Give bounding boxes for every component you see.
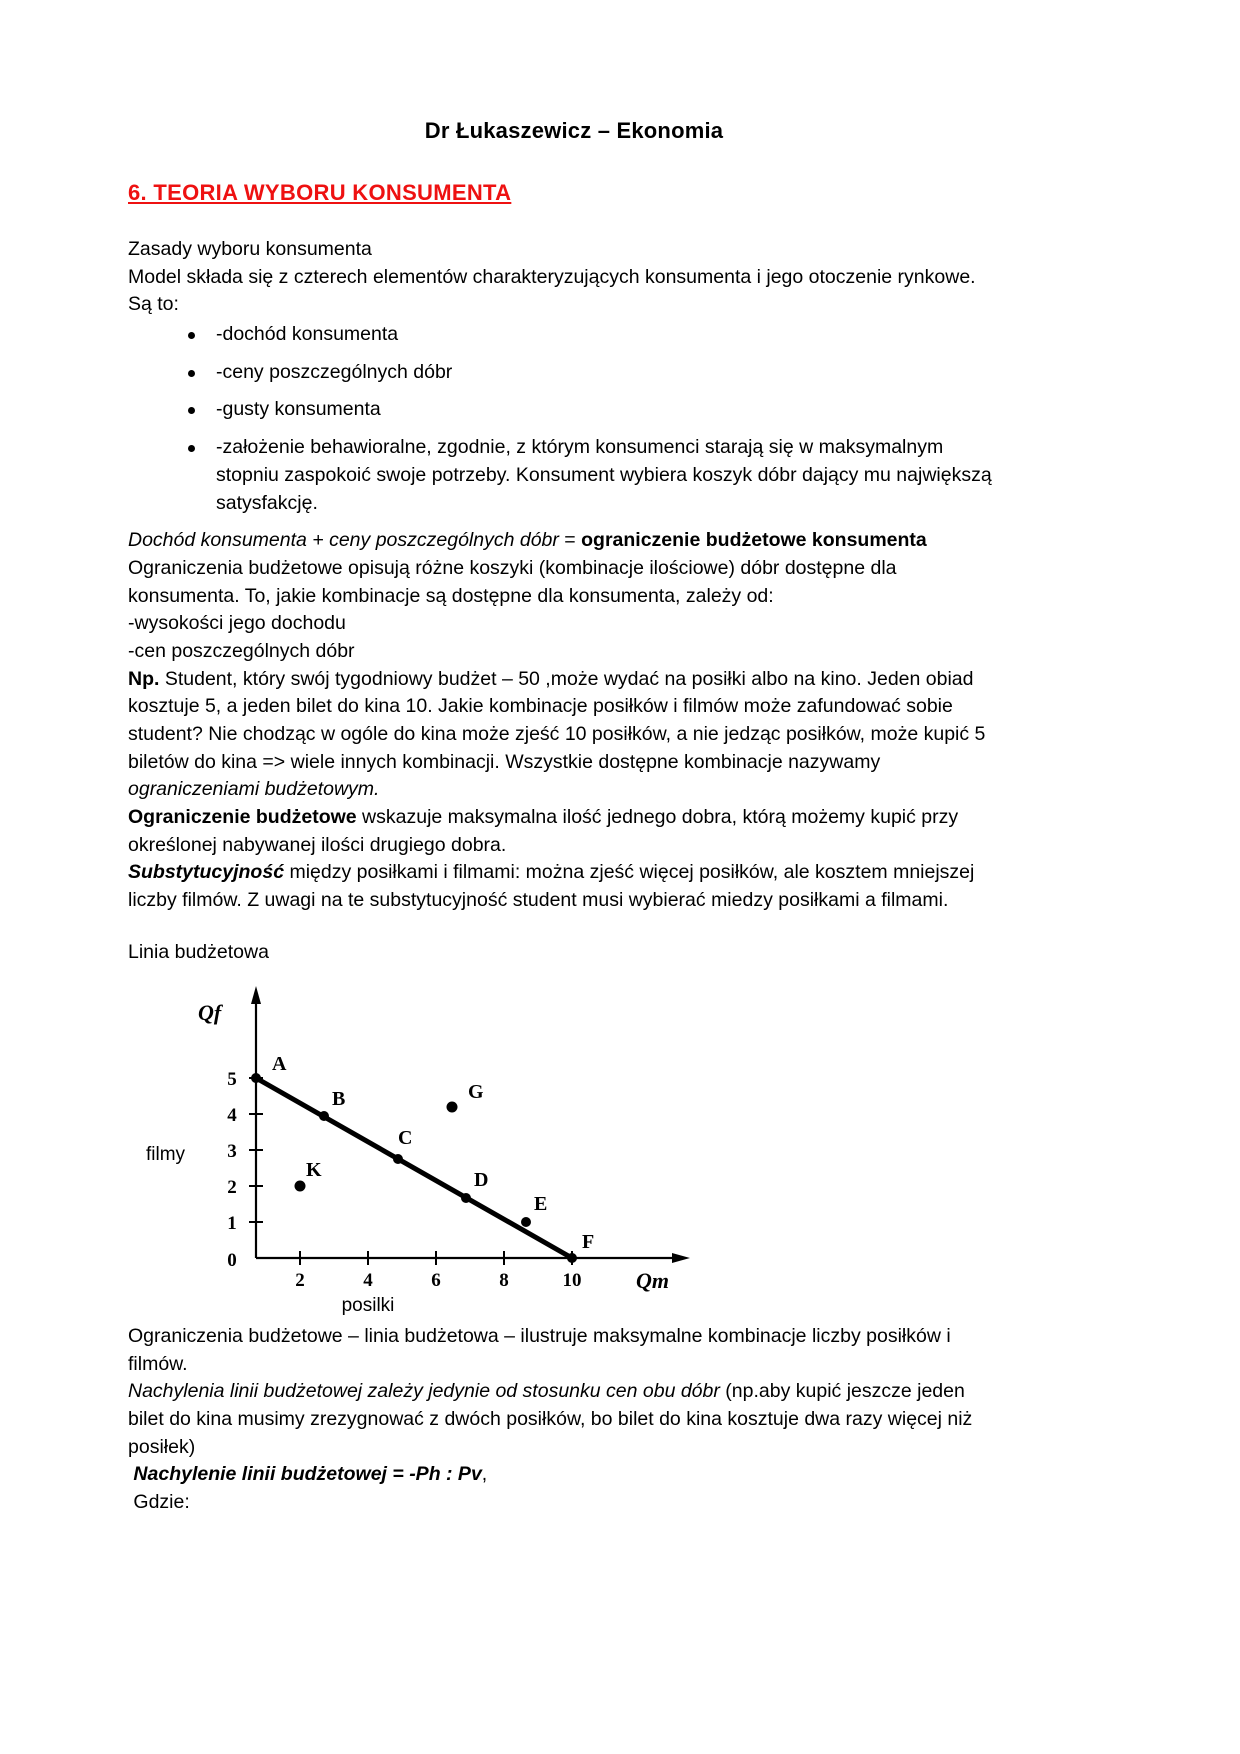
x-tick-label-6: 6	[431, 1269, 441, 1291]
budget-line-series	[256, 1078, 572, 1258]
where-label: Gdzie:	[133, 1490, 190, 1513]
point-label-g: G	[468, 1080, 484, 1103]
equation-equals: =	[558, 529, 582, 552]
list-item: -założenie behawioralne, zgodnie, z którym konsumenci starają się w maksymalnym stopniu zaspokoić swoje potrzeby. Konsument wybiera koszyk dóbr dający mu największą satysfakcję.	[188, 434, 1000, 517]
closing-italic-tail: (np.aby kupić jeszcze jeden bilet do kina musimy zrezygnować z dwóch posiłków, bo bilet do kina kosztuje dwa razy więcej niż posiłek)	[128, 1380, 973, 1458]
y-axis-symbol: Qf	[198, 999, 222, 1025]
closing-where	[128, 1489, 1000, 1517]
budget-condition-prices: -cen poszczególnych dóbr	[128, 639, 355, 662]
point-label-d: D	[474, 1168, 489, 1191]
x-tick-label-2: 2	[295, 1269, 305, 1291]
data-point-c	[393, 1154, 403, 1164]
x-axis-symbol: Qm	[636, 1267, 669, 1293]
page-title: Dr Łukaszewicz – Ekonomia	[424, 118, 724, 143]
y-tick-label-1: 1	[227, 1212, 237, 1234]
closing-paragraph-2	[128, 1378, 1000, 1461]
y-tick-label-5: 5	[227, 1068, 237, 1090]
chart-svg	[136, 970, 736, 1315]
example-label: Np.	[128, 667, 160, 690]
formula-tail: ,	[481, 1463, 488, 1486]
intro-paragraph: Model składa się z czterech elementów charakteryzujących konsumenta i jego otoczenie rynkowe. Są to:	[128, 265, 976, 316]
closing-section	[128, 1323, 1000, 1517]
list-item: -dochód konsumenta	[188, 321, 1000, 349]
closing-paragraph-1: Ograniczenia budżetowe – linia budżetowa – ilustruje maksymalne kombinacje liczby posiłków i filmów.	[128, 1324, 951, 1375]
data-point-g	[447, 1101, 458, 1112]
list-item: -ceny poszczególnych dóbr	[188, 359, 1000, 387]
example-text: Student, który swój tygodniowy budżet – 50 ,może wydać na posiłki albo na kino. Jeden obiad kosztuje 5, a jeden bilet do kina 10. Jakie kombinacje posiłków i filmów może zafundować sobie student? Nie chodząc w ogóle do kina może zjeść 10 posiłków, a nie jedząc posiłków, może kupić 5 biletów do kina => wiele innych kombinacji. Wszystkie dostępne kombinacje nazywamy	[128, 667, 986, 773]
model-elements-list	[128, 321, 1000, 517]
y-tick-label-2: 2	[227, 1176, 237, 1198]
budget-condition-income: -wysokości jego dochodu	[128, 612, 346, 635]
y-tick-label-3: 3	[227, 1140, 237, 1162]
point-label-e: E	[534, 1192, 548, 1215]
x-tick-label-4: 4	[363, 1269, 373, 1291]
substitution-paragraph	[128, 859, 1000, 914]
budget-paragraph: Ograniczenia budżetowe opisują różne koszyki (kombinacje ilościowe) dóbr dostępne dla konsumenta. To, jakie kombinacje są dostępne dla konsumenta, zależy od:	[128, 556, 897, 607]
x-tick-label-10: 10	[562, 1269, 582, 1291]
data-point-a	[251, 1073, 261, 1083]
intro-line: Zasady wyboru konsumenta	[128, 238, 372, 260]
x-tick-label-8: 8	[499, 1269, 509, 1291]
point-label-a: A	[272, 1052, 287, 1075]
data-point-d	[461, 1193, 471, 1203]
point-label-f: F	[582, 1230, 595, 1253]
equation-bold-part: ograniczenie budżetowe konsumenta	[581, 529, 927, 552]
example-paragraph	[128, 666, 1000, 804]
substitution-text: między posiłkami i filmami: można zjeść więcej posiłków, ale kosztem mniejszej liczby filmów. Z uwagi na te substytucyjność student musi wybierać miedzy posiłkami a filmami.	[128, 861, 975, 912]
point-label-b: B	[332, 1087, 346, 1110]
substitution-bold-italic-lead: Substytucyjność	[128, 861, 285, 884]
formula-bold: Nachylenie linii budżetowej = -Ph : Pv	[133, 1463, 482, 1486]
constraint-text: wskazuje maksymalna ilość jednego dobra, którą możemy kupić przy określonej nabywanej ilości drugiego dobra.	[128, 806, 959, 856]
document-content	[128, 118, 1000, 1517]
closing-formula	[128, 1461, 1000, 1489]
constraint-paragraph	[128, 804, 1000, 859]
example-italic-tail: ograniczeniami budżetowym.	[128, 778, 380, 801]
list-item: -gusty konsumenta	[188, 396, 1000, 424]
chart-caption: Linia budżetowa	[128, 940, 269, 963]
data-point-b	[319, 1111, 329, 1121]
y-axis-arrow-icon	[251, 986, 261, 1004]
x-axis-arrow-icon	[672, 1253, 690, 1263]
point-label-k: K	[306, 1158, 322, 1181]
data-point-e	[521, 1217, 531, 1227]
y-tick-label-0: 0	[227, 1249, 237, 1271]
y-tick-label-4: 4	[227, 1104, 237, 1126]
budget-equation	[128, 527, 1000, 555]
data-point-k	[295, 1180, 306, 1191]
budget-line-chart	[136, 970, 736, 1315]
closing-italic-line: Nachylenia linii budżetowej zależy jedynie od stosunku cen obu dóbr	[128, 1380, 720, 1403]
data-point-f	[567, 1253, 577, 1263]
y-axis-label: filmy	[146, 1143, 186, 1165]
equation-italic-part: Dochód konsumenta + ceny poszczególnych dóbr	[128, 529, 559, 552]
constraint-bold-lead: Ograniczenie budżetowe	[128, 806, 357, 829]
point-label-c: C	[398, 1126, 413, 1149]
section-heading: 6. TEORIA WYBORU KONSUMENTA	[128, 180, 512, 205]
x-axis-label: posilki	[341, 1294, 395, 1315]
